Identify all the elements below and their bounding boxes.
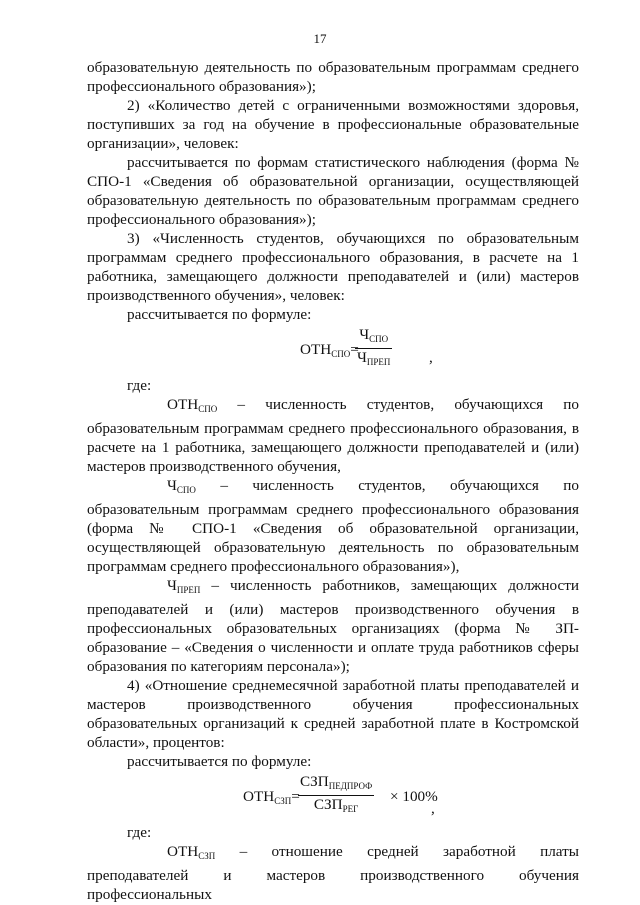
formula-otn-spo [87,326,579,370]
definition-otn-spo: $ОТН_{СПО}$ – численность студентов, обучающихся по образовательным программам среднего профессионального образования, в расчете на 1 работника, замещающего должности преподавателей и (или) мастеров производственного обучения, [87,396,579,475]
definition-term: $ОТН_{СЗП}$ [167,843,216,861]
paragraph: рассчитывается по формуле: [127,753,312,770]
paragraph: 4) «Отношение среднемесячной заработной платы преподавателей и мастеров производственного обучения профессиональных образовательных организаций к средней заработной плате в Костромской области», процентов: [87,677,579,751]
paragraph: 3) «Численность студентов, обучающихся по образовательным программам среднего профессионального образования, в расчете на 1 работника, замещающего должности преподавателей и (или) мастеров производственного обучения», человек: [87,230,579,304]
formula-otn-szp [87,773,579,817]
definition-term: $ОТН_{СПО}$ [167,396,218,414]
paragraph: образовательную деятельность по образовательным программам среднего профессионального образования»); [87,59,579,95]
formula-fraction [298,773,374,818]
formula-comma: , [429,349,433,366]
page-number: 17 [313,31,327,46]
formula-lhs: $ОТН_{СЗП}=$ [243,788,300,806]
formula-comma: , [431,800,435,817]
definition-otn-szp: $ОТН_{СЗП}$ – отношение средней заработной платы преподавателей и мастеров производственного обучения профессиональных [87,843,579,903]
formula-multiplier: × 100% [390,788,438,805]
formula-denominator: $Ч_{ПРЕП}$ [357,349,391,367]
definition-term: $Ч_{СПО}$ [167,477,196,495]
formula-numerator: $СЗП_{ПЕДПРОФ}$ [298,773,374,796]
paragraph: рассчитывается по формам статистического наблюдения (форма № СПО-1 «Сведения об образовательной организации, осуществляющей образовательную деятельность по образовательным программам среднего профессионального образования»); [87,154,579,228]
definition-ch-spo: $Ч_{СПО}$ – численность студентов, обучающихся по образовательным программам среднего профессионального образования (форма № СПО-1 «Сведения об образовательной организации, осуществляющей образовательную деятельность по образовательным программам среднего профессионального образования»), [87,477,579,575]
formula-fraction [355,326,392,371]
formula-numerator: $Ч_{СПО}$ [355,326,392,349]
document-body [87,58,579,904]
definition-ch-prep: $Ч_{ПРЕП}$ – численность работников, замещающих должности преподавателей и (или) мастеров производственного обучения в профессиональных образовательных организациях (форма № ЗП-образование – «Сведения о численности и оплате труда работников сферы образования по категориям персонала»); [87,577,580,675]
paragraph: 2) «Количество детей с ограниченными возможностями здоровья, поступивших за год на обучение в профессиональные образовательные организации», человек: [87,97,579,152]
formula-lhs: $ОТН_{СПО}=$ [300,341,359,359]
definition-term: $Ч_{ПРЕП}$ [167,577,201,595]
where-label: где: [127,824,152,841]
where-label: где: [127,377,152,394]
paragraph: рассчитывается по формуле: [127,306,312,323]
formula-denominator: $СЗП_{РЕГ}$ [313,796,359,814]
